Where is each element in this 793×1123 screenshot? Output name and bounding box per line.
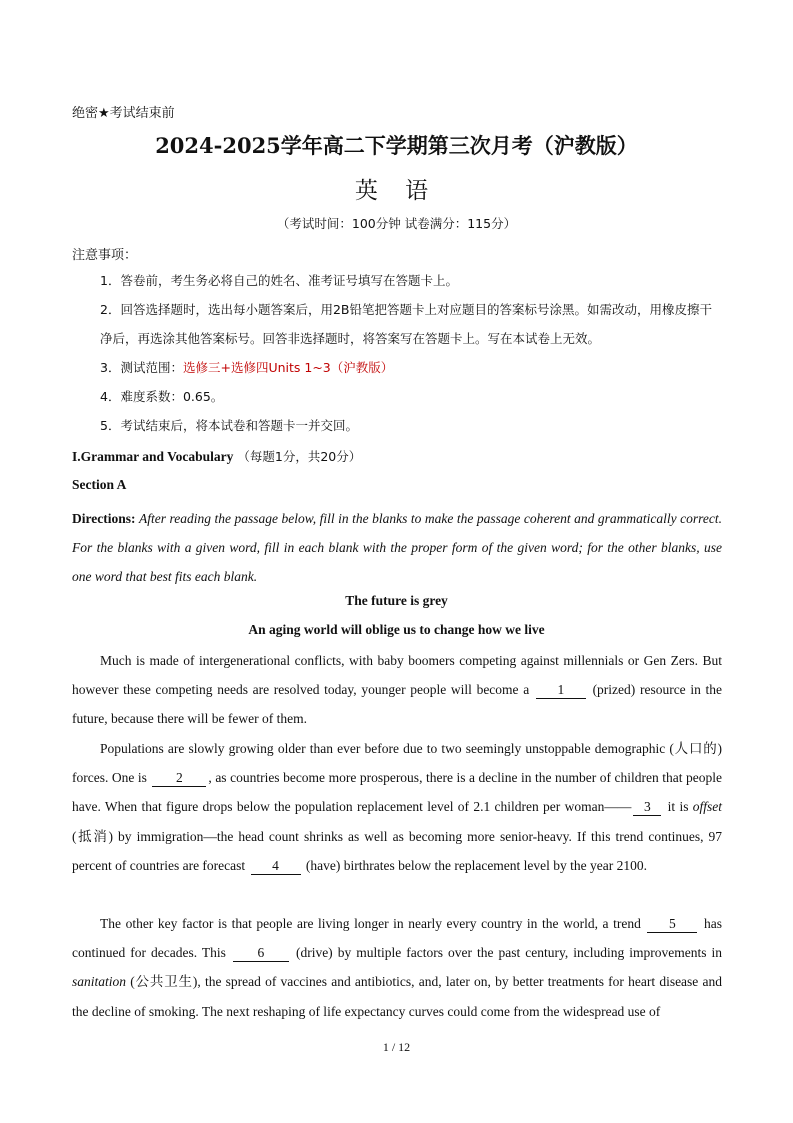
section-a-label: Section A bbox=[72, 477, 127, 492]
exam-title: 2024-2025学年高二下学期第三次月考（沪教版） bbox=[155, 133, 638, 158]
note-item-3 bbox=[72, 353, 724, 382]
note-item-4: 4．难度系数：0.65。 bbox=[100, 389, 224, 404]
directions-label: Directions: bbox=[72, 511, 136, 526]
passage-paragraph-1: Much is made of intergenerational conflicts, with baby boomers competing against millennials or Gen Zers. But however these competing needs are resolved today, younger people will become a 1 (prized) resource in the future, because there will be fewer of them. bbox=[72, 653, 723, 727]
notes-heading: 注意事项： bbox=[72, 248, 138, 263]
directions bbox=[72, 504, 722, 591]
note-item-5: 5．考试结束后，将本试卷和答题卡一并交回。 bbox=[100, 418, 358, 433]
confidential-label: 绝密★考试结束前 bbox=[72, 106, 175, 121]
word-sanitation: sanitation bbox=[72, 974, 127, 990]
exam-info: （考试时间：100分钟 试卷满分：115分） bbox=[276, 216, 517, 231]
note-item-1: 1．答卷前，考生务必将自己的姓名、准考证号填写在答题卡上。 bbox=[100, 273, 458, 288]
subject-title: 英 语 bbox=[354, 178, 439, 204]
blank-3: 3 bbox=[633, 799, 661, 816]
note-item-2: 2．回答选择题时，选出每小题答案后，用2B铅笔把答题卡上对应题目的答案标号涂黑。如需改动，用橡皮擦干净后，再选涂其他答案标号。回答非选择题时，将答案写在答题卡上。写在本试卷上无效。 bbox=[100, 302, 712, 346]
page-number: 1 / 12 bbox=[382, 1040, 411, 1054]
blank-4: 4 bbox=[251, 858, 301, 875]
blank-2: 2 bbox=[152, 770, 206, 787]
blank-5: 5 bbox=[647, 916, 697, 933]
directions-text: After reading the passage below, fill in the blanks to make the passage coherent and grammatically correct. For the blanks with a given word, fill in each blank with the proper form of the given word; for the other blanks, use one word that best fits each blank. bbox=[72, 511, 722, 584]
blank-6: 6 bbox=[233, 945, 289, 962]
test-range: 选修三+选修四Units 1~3（沪教版） bbox=[182, 360, 394, 375]
passage-title: The future is grey bbox=[345, 593, 448, 608]
section-score-note: （每题1分，共20分） bbox=[237, 449, 362, 464]
note-item-3-prefix: 3．测试范围： bbox=[100, 360, 183, 375]
blank-1: 1 bbox=[536, 682, 586, 699]
passage-paragraph-3: The other key factor is that people are living longer in nearly every country in the world, a trend 5 has continued for decades. This 6 (drive) by multiple factors over the past century, including improvements in sanitation (公共卫生), the spread of vaccines and antibiotics, and, later on, by better treatments for heart disease and the decline of smoking. The next reshaping of life expectancy curves could come from the widespread use of bbox=[72, 916, 723, 1019]
section-title: I.Grammar and Vocabulary bbox=[72, 449, 234, 464]
section-heading bbox=[72, 447, 361, 465]
passage-subtitle: An aging world will oblige us to change how we live bbox=[248, 622, 545, 637]
word-offset: offset bbox=[692, 799, 723, 815]
passage-paragraph-2: Populations are slowly growing older than ever before due to two seemingly unstoppable demographic (人口的) forces. One is 2 , as countries become more prosperous, there is a decline in the number of children that people have. When that figure drops below the population replacement level of 2.1 children per woman—— 3 it is offset (抵消) by immigration—the head count shrinks as well as becoming more senior-heavy. If this trend continues, 97 percent of countries are forecast 4 (have) birthrates below the replacement level by the year 2100. bbox=[72, 741, 723, 873]
